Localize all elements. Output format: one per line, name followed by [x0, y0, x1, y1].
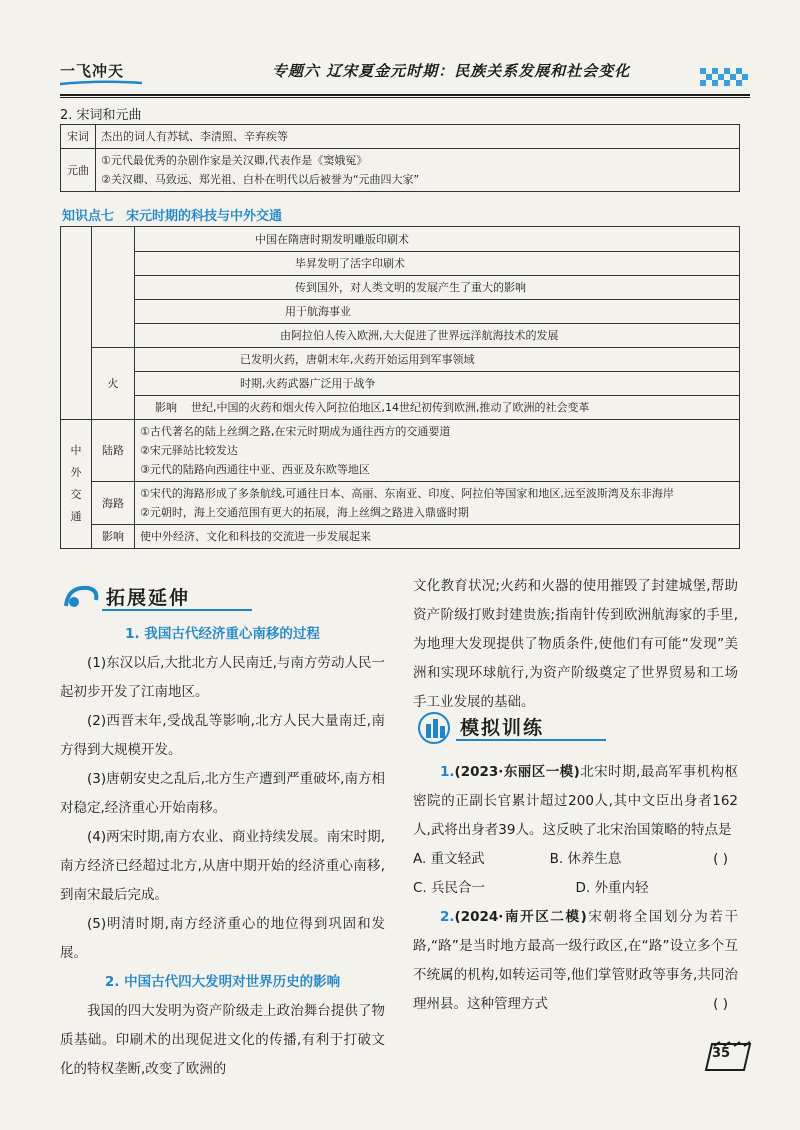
paragraph: (3)唐朝安史之乱后,北方生产遭到严重破坏,南方相对稳定,经济重心开始南移。 — [60, 771, 385, 816]
cell-line: ②元朝时，海上交通范围有更大的拓展，海上丝绸之路进入鼎盛时期 — [140, 506, 469, 519]
gunpowder-label: 火 — [92, 348, 135, 420]
knowledge-point-label: 知识点七 — [62, 209, 115, 224]
row-label: 元曲 — [61, 149, 96, 192]
paragraph: (4)两宋时期,南方农业、商业持续发展。南宋时期,南方经济已经超过北方,从唐中期开始的经济重心南移,到南宋最后完成。 — [60, 829, 385, 903]
knowledge-point-title: 宋元时期的科技与中外交通 — [126, 209, 283, 224]
table-row — [61, 227, 740, 252]
traffic-group-label — [61, 420, 92, 549]
cell-line: ①古代著名的陆上丝绸之路,在宋元时期成为通往西方的交通要道 — [140, 425, 451, 438]
brand-swoosh-icon — [60, 80, 142, 86]
training-banner-title: 模拟训练 — [460, 717, 545, 739]
table-cell — [96, 149, 740, 192]
option-b[interactable]: B. 休养生息 — [549, 851, 622, 867]
training-banner — [416, 710, 616, 744]
group-char: 外 — [70, 466, 82, 479]
row-label: 陆路 — [92, 420, 135, 482]
cell-line: ③元代的陆路向西通往中亚、西亚及东欧等地区 — [140, 463, 370, 476]
table-row — [61, 396, 740, 420]
knowledge-point-heading — [62, 205, 282, 224]
tech-row: 由阿拉伯人传入欧洲,大大促进了世界远洋航海技术的发展 — [135, 324, 740, 348]
table-cell: 杰出的词人有苏轼、李清照、辛弃疾等 — [96, 125, 740, 149]
chapter-title: 专题六 辽宋夏金元时期：民族关系发展和社会变化 — [272, 62, 631, 80]
option-c[interactable]: C. 兵民合一 — [413, 880, 486, 896]
question-2 — [413, 903, 738, 1019]
group-char: 交 — [70, 488, 82, 501]
swirl-icon — [62, 580, 102, 614]
tech-row: 用于航海事业 — [135, 300, 740, 324]
blank-category-cell — [61, 227, 92, 420]
question-source: (2024·南开区二模) — [454, 909, 587, 925]
row-label: 海路 — [92, 482, 135, 525]
paragraph: (1)东汉以后,大批北方人民南迁,与南方劳动人民一起初步开发了江南地区。 — [60, 655, 385, 700]
paragraph: 我国的四大发明为资产阶级走上政治舞台提供了物质基础。印刷术的出现促进文化的传播,有利于打破文化的特权垄断,改变了欧洲的 — [60, 1003, 385, 1077]
blank-category-cell — [92, 227, 135, 348]
table-row — [61, 525, 740, 549]
impact-label: 影响 — [155, 401, 177, 414]
table-row — [61, 252, 740, 276]
brand-logo-text: 一飞冲天 — [60, 62, 125, 80]
row-label: 影响 — [92, 525, 135, 549]
cell-line: ①元代最优秀的杂剧作家是关汉卿,代表作是《窦娥冤》 — [101, 154, 368, 167]
table-row — [61, 149, 740, 192]
tech-row-text: 世纪,中国的火药和烟火传入阿拉伯地区,14世纪初传到欧洲,推动了欧洲的社会变革 — [191, 401, 590, 414]
extension-subheading-1: 1. 我国古代经济重心南移的过程 — [125, 626, 320, 642]
table-cell — [135, 482, 740, 525]
group-char: 通 — [70, 510, 82, 523]
header-rule-thin — [60, 97, 750, 98]
table-row — [61, 420, 740, 482]
table-row — [61, 348, 740, 372]
tech-traffic-table — [60, 226, 740, 549]
banner-underline — [102, 609, 252, 611]
right-column — [413, 572, 738, 717]
question-text: 宋朝将全国划分为若干路,“路”是当时地方最高一级行政区,在“路”设立多个互不统属的机构,如转运司等,他们掌管财政等事务,共同治理州县。这种管理方式 — [413, 909, 738, 1012]
extension-banner-title: 拓展延伸 — [106, 587, 191, 609]
options-row — [413, 845, 686, 874]
option-a[interactable]: A. 重文轻武 — [413, 851, 485, 867]
row-label: 宋词 — [61, 125, 96, 149]
cell-line: ②关汉卿、马致远、郑光祖、白朴在明代以后被誉为“元曲四大家” — [101, 173, 420, 186]
table-cell: 使中外经济、文化和科技的交流进一步发展起来 — [135, 525, 740, 549]
checker-pattern-icon — [700, 62, 750, 92]
tech-row: 时期,火药武器广泛用于战争 — [135, 372, 740, 396]
extension-subheading-2: 2. 中国古代四大发明对世界历史的影响 — [104, 974, 341, 990]
paragraph: (5)明清时期,南方经济重心的地位得到巩固和发展。 — [60, 916, 385, 961]
table-row — [61, 300, 740, 324]
tech-row: 传到国外，对人类文明的发展产生了重大的影响 — [135, 276, 740, 300]
questions — [413, 758, 738, 1019]
city-icon — [416, 710, 456, 744]
question-source: (2023·东丽区一模) — [454, 764, 580, 780]
tech-row: 毕昇发明了活字印刷术 — [135, 252, 740, 276]
paragraph: (2)西晋末年,受战乱等影响,北方人民大量南迁,南方得到大规模开发。 — [60, 713, 385, 758]
cell-line: ②宋元驿站比较发达 — [140, 444, 238, 457]
left-column — [60, 620, 385, 1084]
table-row — [61, 372, 740, 396]
tech-row — [135, 396, 740, 420]
paragraph: 文化教育状况;火药和火器的使用摧毁了封建城堡,帮助资产阶级打败封建贵族;指南针传到欧洲航海家的手里,为地理大发现提供了物质条件,使他们有可能“发现”美洲和实现环球航行,为资产阶级奠定了世界贸易和工场手工业发展的基础。 — [413, 578, 738, 710]
options-row — [413, 874, 738, 903]
table-row — [61, 276, 740, 300]
section-title-ci-qu: 2. 宋词和元曲 — [60, 108, 142, 123]
extension-banner — [62, 580, 262, 614]
page-number: 35 — [712, 1046, 731, 1061]
header-rule — [60, 94, 750, 96]
question-number: 1. — [440, 764, 455, 780]
answer-blank[interactable]: ( ) — [713, 996, 728, 1012]
table-row — [61, 324, 740, 348]
cell-line: ①宋代的海路形成了多条航线,可通往日本、高丽、东南亚、印度、阿拉伯等国家和地区,远至波斯湾及东非海岸 — [140, 487, 674, 500]
table-cell — [135, 420, 740, 482]
tech-row: 中国在隋唐时期发明雕版印刷术 — [135, 227, 740, 252]
table-row — [61, 482, 740, 525]
banner-underline — [456, 739, 606, 741]
question-text: 北宋时期,最高军事机构枢密院的正副长官累计超过200人,其中文臣出身者162人,武将出身者39人。这反映了北宋治国策略的特点是 — [413, 764, 738, 838]
table-row — [61, 125, 740, 149]
question-number: 2. — [440, 909, 455, 925]
option-d[interactable]: D. 外重内轻 — [575, 880, 649, 896]
group-char: 中 — [70, 444, 82, 457]
tech-row: 已发明火药，唐朝末年,火药开始运用到军事领域 — [135, 348, 740, 372]
answer-blank[interactable]: ( ) — [713, 851, 728, 867]
ci-qu-table — [60, 124, 740, 192]
